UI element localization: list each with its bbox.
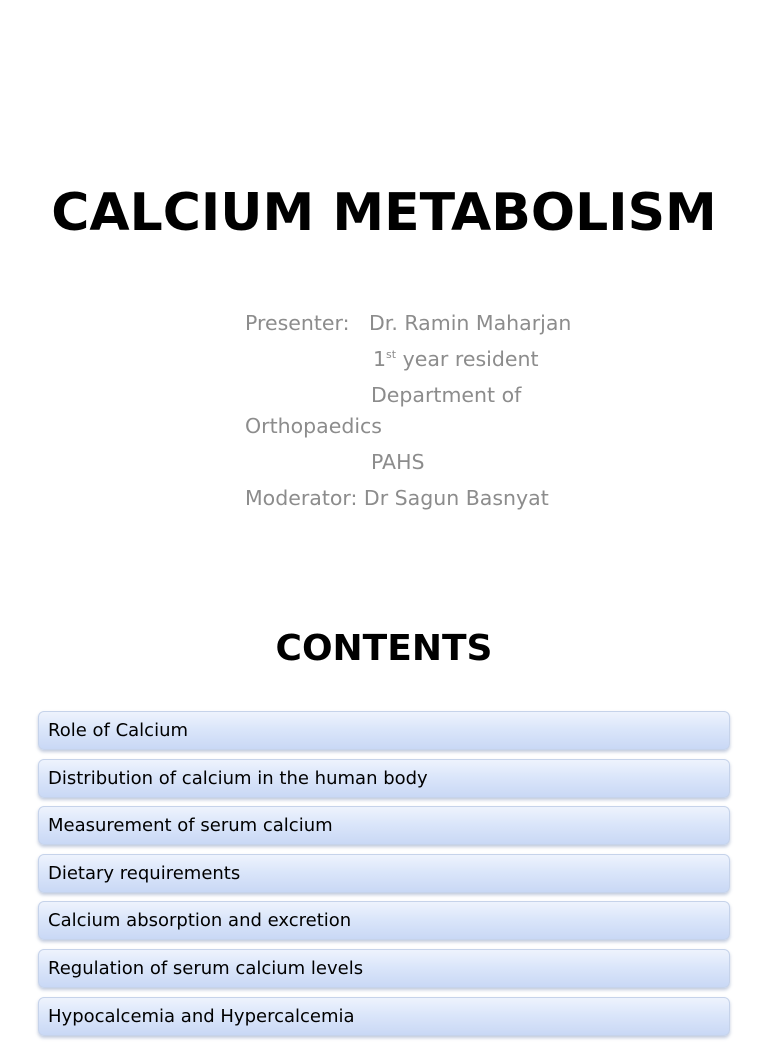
contents-title: CONTENTS (275, 628, 493, 669)
moderator: Moderator: Dr Sagun Basnyat (245, 486, 549, 510)
department-first: Department of (371, 383, 522, 407)
list-item: Distribution of calcium in the human body (38, 759, 730, 798)
moderator-line (245, 483, 585, 514)
presenter-label: Presenter: (245, 311, 350, 335)
year-suffix: st (386, 348, 397, 362)
presenter-name: Dr. Ramin Maharjan (369, 311, 572, 335)
list-item: Regulation of serum calcium levels (38, 949, 730, 988)
year-text (373, 344, 538, 375)
institution: PAHS (371, 450, 425, 474)
year-rest: year resident (396, 347, 539, 371)
contents-slide (0, 590, 768, 1027)
list-item: Measurement of serum calcium (38, 806, 730, 845)
department-line (245, 380, 585, 411)
year-line (245, 344, 585, 380)
year-number: 1 (373, 347, 387, 371)
presenter-info (245, 308, 585, 514)
department-line-2 (245, 411, 585, 447)
list-item: Dietary requirements (38, 854, 730, 893)
presenter-line (245, 308, 585, 344)
contents-list (38, 711, 730, 1044)
list-item: Calcium absorption and excretion (38, 901, 730, 940)
list-item: Hypocalcemia and Hypercalcemia (38, 997, 730, 1036)
institution-line (245, 447, 585, 483)
department-second: Orthopaedics (245, 414, 382, 438)
slide-title: CALCIUM METABOLISM (51, 183, 717, 243)
list-item: Role of Calcium (38, 711, 730, 750)
